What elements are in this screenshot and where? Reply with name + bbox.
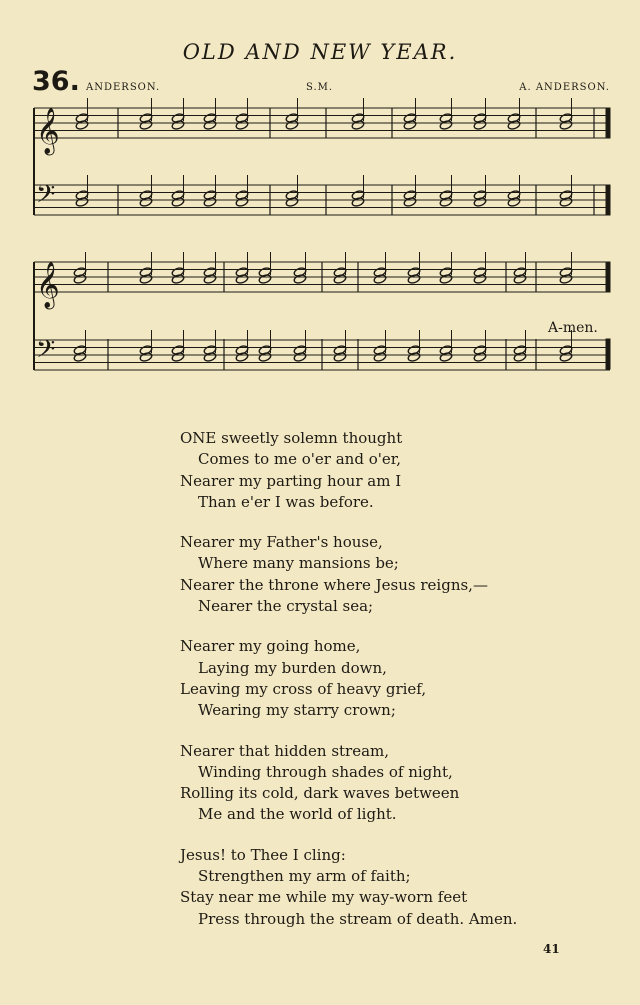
verse-4 [180, 741, 540, 826]
verse-line: Than e'er I was before. [198, 492, 374, 511]
verse-line: Jesus! to Thee I cling: [180, 845, 346, 864]
final-barline [606, 262, 610, 292]
verse-line: Leaving my cross of heavy grief, [180, 679, 427, 698]
tune-name: ANDERSON. [86, 82, 161, 93]
verse-line: Nearer the throne where Jesus reigns,— [180, 575, 488, 594]
verse-line: Winding through shades of night, [198, 762, 453, 781]
verse-line: Nearer the crystal sea; [198, 597, 374, 616]
verse-line: Nearer my going home, [180, 637, 361, 656]
music-score [0, 0, 640, 400]
bass-clef-icon: 𝄢 [36, 180, 56, 215]
verse-line: Comes to me o'er and o'er, [198, 450, 402, 469]
verse-line: Rolling its cold, dark waves between [180, 784, 460, 803]
verse-line: Where many mansions be; [198, 554, 399, 573]
meter: S.M. [306, 82, 334, 93]
verse-3 [180, 636, 540, 721]
hymn-text [180, 428, 540, 949]
verse-line: Strengthen my arm of faith; [198, 867, 411, 886]
verse-line: Nearer that hidden stream, [180, 741, 390, 760]
final-barline [606, 339, 610, 369]
final-barline [606, 108, 610, 138]
verse-5 [180, 845, 540, 930]
bass-clef-icon: 𝄢 [36, 335, 56, 370]
final-barline [606, 185, 610, 215]
verse-line: Stay near me while my way-worn feet [180, 888, 468, 907]
page-number: 41 [543, 942, 560, 956]
verse-line: Nearer my Father's house, [180, 533, 383, 552]
verse-1 [180, 428, 540, 513]
verse-line: Laying my burden down, [198, 658, 387, 677]
verse-line: Press through the stream of death. Amen. [198, 909, 518, 928]
amen-lyric: A-men. [548, 320, 598, 336]
treble-clef-icon: 𝄞 [36, 262, 60, 308]
verse-line: ONE sweetly solemn thought [180, 429, 403, 447]
verse-line: Wearing my starry crown; [198, 701, 396, 720]
hymn-number: 36. [32, 66, 80, 97]
composer: A. ANDERSON. [519, 82, 610, 93]
verse-line: Me and the world of light. [198, 805, 397, 824]
verse-line: Nearer my parting hour am I [180, 471, 402, 490]
verse-2 [180, 532, 540, 617]
section-title: OLD AND NEW YEAR. [182, 40, 458, 64]
treble-clef-icon: 𝄞 [36, 108, 60, 154]
